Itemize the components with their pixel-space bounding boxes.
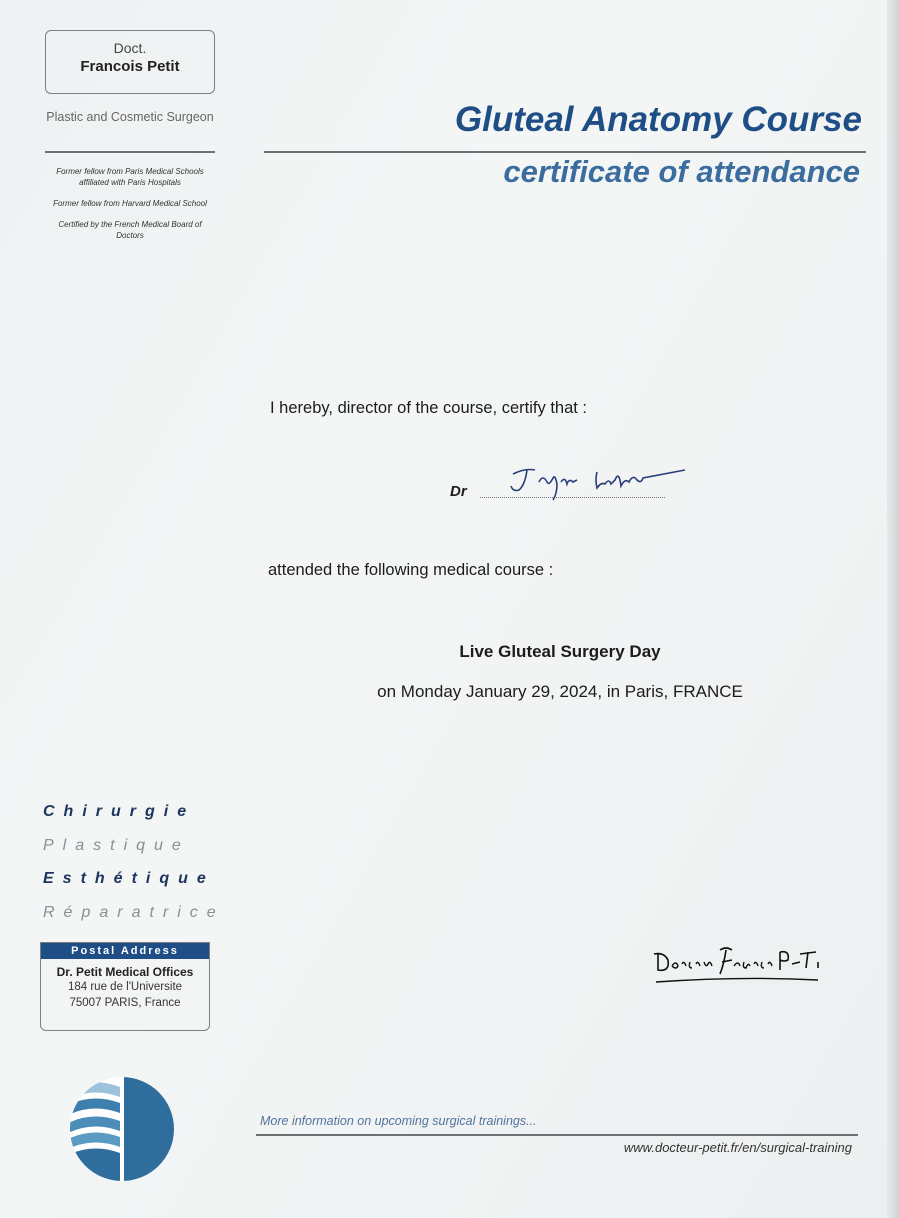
postal-header: Postal Address — [41, 943, 209, 959]
specialty-esthetique: Esthétique — [43, 870, 215, 887]
doctor-specialty: Plastic and Cosmetic Surgeon — [46, 110, 214, 124]
certify-statement: I hereby, director of the course, certify that : — [270, 399, 588, 417]
specialty-plastique: Plastique — [43, 837, 190, 854]
attended-statement: attended the following medical course : — [268, 561, 554, 579]
more-info-text: More information on upcoming surgical trainings... — [260, 1114, 537, 1128]
credentials — [45, 166, 215, 251]
specialty-reparatrice: Réparatrice — [43, 904, 225, 921]
postal-city: 75007 PARIS, France — [69, 997, 181, 1009]
title-divider — [264, 151, 866, 153]
postal-office: Dr. Petit Medical Offices — [56, 965, 194, 979]
page-edge-shadow — [887, 0, 899, 1218]
director-signature — [650, 940, 830, 990]
postal-address-box — [40, 942, 210, 1031]
postal-street: 184 rue de l'Universite — [67, 981, 183, 993]
doctor-name-box — [45, 30, 215, 94]
course-date: on Monday January 29, 2024, in Paris, FRANCE — [377, 682, 743, 701]
footer-divider — [256, 1134, 858, 1136]
doct-title: Doct. — [113, 40, 147, 56]
left-divider — [45, 151, 215, 153]
doctor-name: Francois Petit — [80, 58, 180, 75]
attendee-signature — [505, 460, 690, 510]
clinic-logo — [68, 1075, 176, 1183]
credential-3: Certified by the French Medical Board of Doctors — [58, 220, 202, 240]
specialty-chirurgie: Chirurgie — [43, 803, 196, 820]
certificate-subtitle: certificate of attendance — [503, 154, 860, 189]
website-link[interactable]: www.docteur-petit.fr/en/surgical-training — [623, 1140, 852, 1155]
course-name: Live Gluteal Surgery Day — [459, 642, 661, 661]
dr-label: Dr — [450, 483, 467, 500]
credential-2: Former fellow from Harvard Medical School — [53, 199, 207, 208]
certificate-title: Gluteal Anatomy Course — [454, 100, 862, 139]
credential-1: Former fellow from Paris Medical Schools affiliated with Paris Hospitals — [56, 167, 204, 187]
